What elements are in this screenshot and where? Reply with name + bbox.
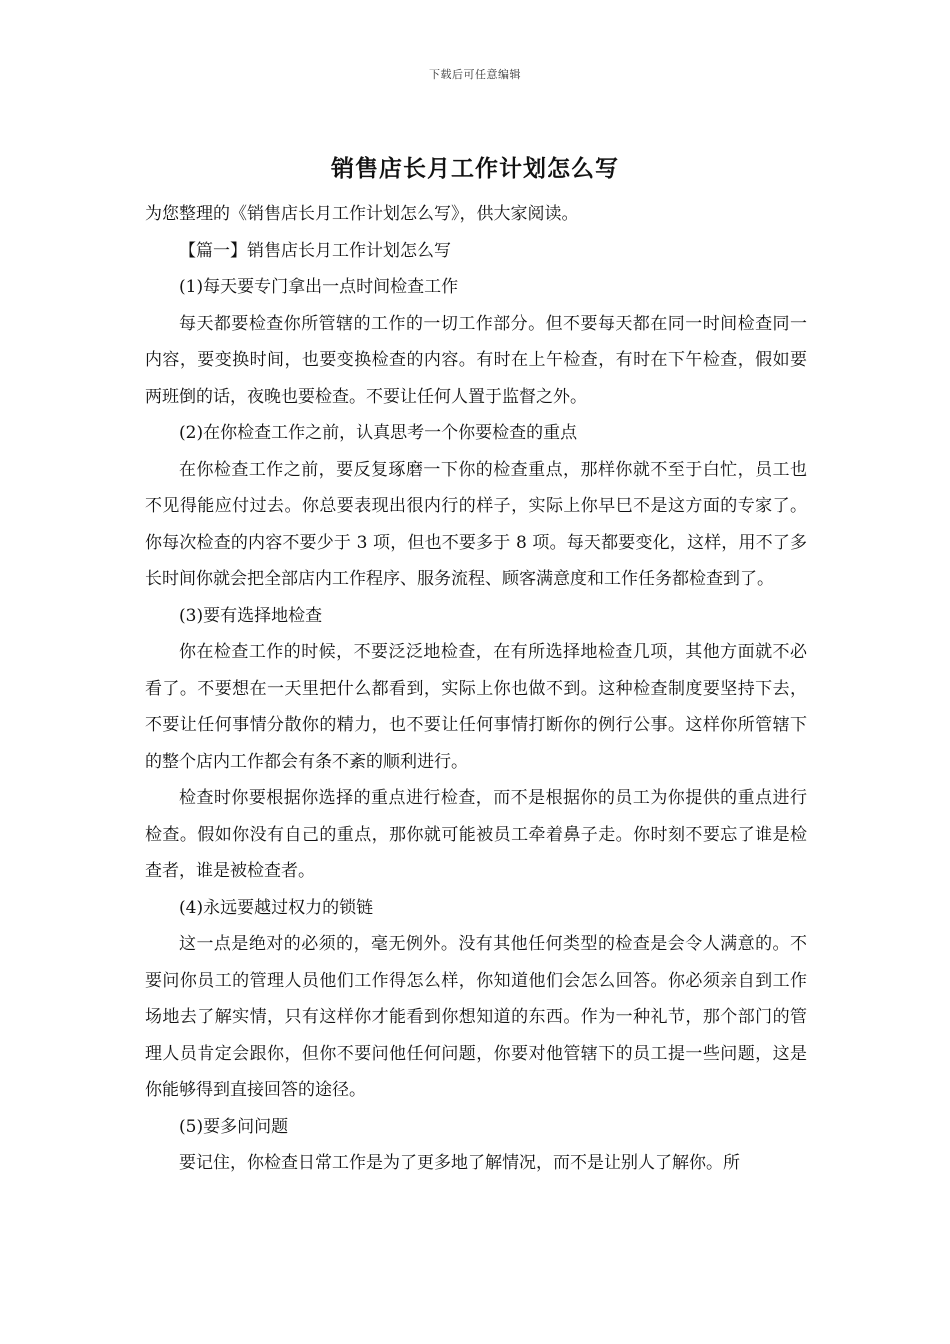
document-title: 销售店长月工作计划怎么写 xyxy=(331,155,619,182)
subheading-3: (3)要有选择地检查 xyxy=(179,605,323,626)
body-paragraph: 每天都要检查你所管辖的工作的一切工作部分。但不要每天都在同一时间检查同一内容，要变换时间，也要变换检查的内容。有时在上午检查，有时在下午检查，假如要两班倒的话，夜晚也要检查。不要让任何人置于监督之外。 xyxy=(145,313,807,407)
body-paragraph: 检查时你要根据你选择的重点进行检查，而不是根据你的员工为你提供的重点进行检查。假如你没有自己的重点，那你就可能被员工牵着鼻子走。你时刻不要忘了谁是检查者，谁是被检查者。 xyxy=(145,788,807,881)
section-heading: 【篇一】销售店长月工作计划怎么写 xyxy=(179,240,451,261)
subheading-2: (2)在你检查工作之前，认真思考一个你要检查的重点 xyxy=(179,423,578,443)
subheading-4: (4)永远要越过权力的锁链 xyxy=(179,897,374,918)
body-paragraph: 你在检查工作的时候，不要泛泛地检查，在有所选择地检查几项，其他方面就不必看了。不要想在一天里把什么都看到，实际上你也做不到。这种检查制度要坚持下去，不要让任何事情分散你的精力，也不要让任何事情打断你的例行公事。这样你所管辖下的整个店内工作都会有条不紊的顺利进行。 xyxy=(145,642,807,772)
subheading-5: (5)要多问问题 xyxy=(179,1116,289,1137)
intro-paragraph: 为您整理的《销售店长月工作计划怎么写》，供大家阅读。 xyxy=(145,204,579,224)
subheading-1: (1)每天要专门拿出一点时间检查工作 xyxy=(179,277,459,297)
body-paragraph: 这一点是绝对的必须的，毫无例外。没有其他任何类型的检查是会令人满意的。不要问你员工的管理人员他们工作得怎么样，你知道他们会怎么回答。你必须亲自到工作场地去了解实情，只有这样你才能看到你想知道的东西。作为一种礼节，那个部门的管理人员肯定会跟你，但你不要问他任何问题，你要对他管辖下的员工提一些问题，这是你能够得到直接回答的途径。 xyxy=(145,934,807,1100)
document-body xyxy=(145,196,807,1182)
body-paragraph: 在你检查工作之前，要反复琢磨一下你的检查重点，那样你就不至于白忙，员工也不见得能应付过去。你总要表现出很内行的样子，实际上你早巳不是这方面的专家了。你每次检查的内容不要少于 3 项，但也不要多于 8 项。每天都要变化，这样，用不了多长时间你就会把全部店内工作程序、服务流程、顾客满意度和工作任务都检查到了。 xyxy=(145,459,807,589)
body-paragraph: 要记住，你检查日常工作是为了更多地了解情况，而不是让别人了解你。所 xyxy=(179,1153,740,1173)
header-note: 下载后可任意编辑 xyxy=(429,68,521,81)
